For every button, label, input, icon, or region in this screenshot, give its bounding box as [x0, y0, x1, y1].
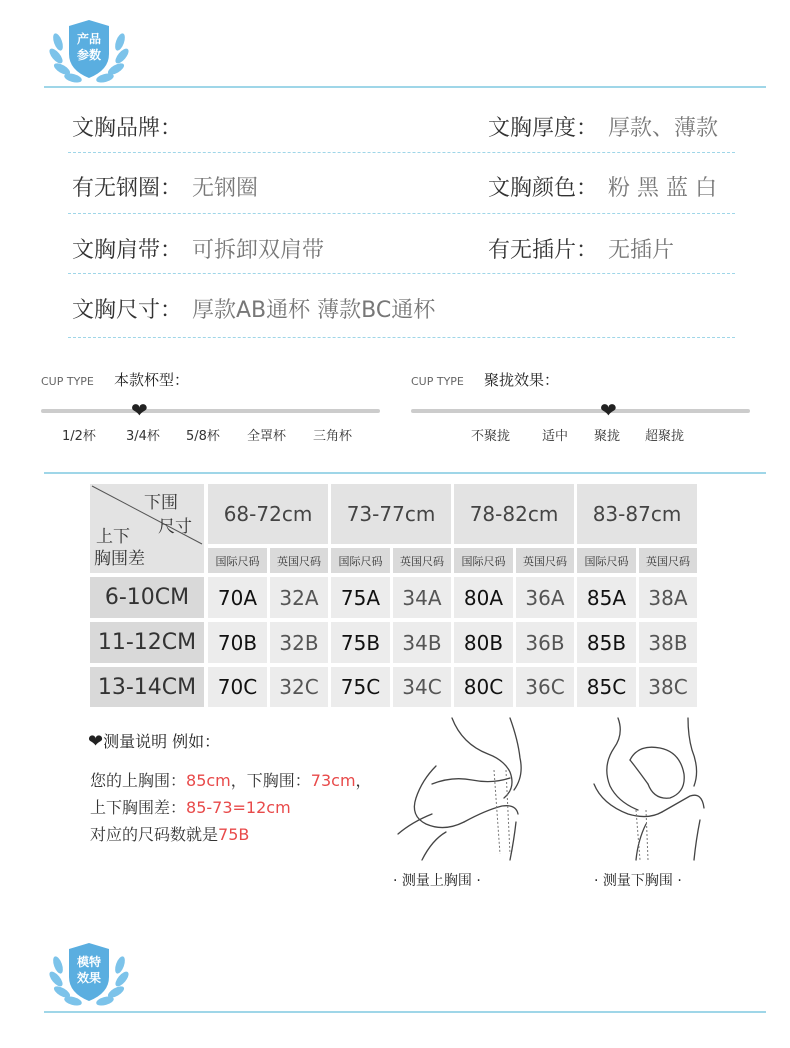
under-bust-illustration — [584, 714, 734, 864]
push-tick: 聚拢 — [594, 429, 621, 444]
table-cell: 85B — [577, 622, 636, 663]
measure-line-2 — [90, 795, 291, 818]
table-cell: 36B — [516, 622, 574, 663]
cup-type-track — [41, 409, 380, 413]
measure-line-3 — [90, 822, 249, 845]
push-tick: 不聚拢 — [471, 429, 511, 444]
sub-header-uk: 英国尺码 — [516, 548, 574, 573]
badge-line-2: 参数 — [76, 48, 101, 62]
insert-label: 有无插片： — [488, 238, 599, 263]
thickness-label: 文胸厚度： — [488, 116, 599, 141]
sub-header-intl: 国际尺码 — [331, 548, 390, 573]
cup-tick: 5/8杯 — [186, 429, 220, 444]
measure-title-text: 测量说明 例如： — [103, 732, 221, 751]
dashed-divider — [68, 213, 735, 214]
table-cell: 75C — [331, 667, 390, 707]
cup-tick: 1/2杯 — [62, 429, 96, 444]
table-cell: 75B — [331, 622, 390, 663]
measure-title — [88, 729, 220, 752]
sub-header-intl: 国际尺码 — [208, 548, 267, 573]
bottom-divider — [44, 1011, 766, 1013]
brand-label: 文胸品牌： — [72, 116, 183, 141]
upper-bust-illustration — [392, 714, 542, 864]
row-header: 11-12CM — [90, 622, 204, 663]
table-cell: 32B — [270, 622, 328, 663]
table-cell: 38C — [639, 667, 697, 707]
size-value: 厚款AB通杯 薄款BC通杯 — [192, 298, 436, 323]
insert-value: 无插片 — [608, 238, 675, 263]
upper-bust-label: 您的上胸围： — [90, 771, 187, 790]
table-cell: 34C — [393, 667, 451, 707]
color-value: 粉 黑 蓝 白 — [608, 176, 717, 201]
table-cell: 36A — [516, 577, 574, 618]
push-up-track — [411, 409, 750, 413]
column-header: 68-72cm — [208, 484, 328, 544]
cup-type-en: CUP TYPE — [41, 375, 94, 388]
model-effect-badge — [44, 935, 134, 1015]
cup-tick: 三角杯 — [313, 429, 353, 444]
line1-tail: ， — [355, 771, 372, 790]
table-cell: 85A — [577, 577, 636, 618]
dashed-divider — [68, 273, 735, 274]
cup-type-heart-icon: ❤ — [131, 398, 148, 422]
upper-bust-value: 85cm — [186, 771, 231, 790]
sub-header-uk: 英国尺码 — [639, 548, 697, 573]
cup-tick: 全罩杯 — [247, 429, 287, 444]
corner-left1: 上下 — [96, 527, 130, 547]
table-cell: 70B — [208, 622, 267, 663]
corner-top: 下围 — [144, 493, 178, 513]
column-header: 78-82cm — [454, 484, 574, 544]
dashed-divider — [68, 152, 735, 153]
wire-label: 有无钢圈： — [72, 176, 183, 201]
dashed-divider — [68, 337, 735, 338]
sub-header-uk: 英国尺码 — [270, 548, 328, 573]
push-up-en: CUP TYPE — [411, 375, 464, 388]
size-label: 文胸尺寸： — [72, 298, 183, 323]
under-bust-value: 73cm — [310, 771, 356, 790]
strap-value: 可拆卸双肩带 — [192, 238, 325, 263]
push-up-heart-icon: ❤ — [600, 398, 617, 422]
heart-icon: ❤ — [88, 731, 104, 752]
table-cell: 80C — [454, 667, 513, 707]
table-cell: 75A — [331, 577, 390, 618]
corner-left2: 胸围差 — [94, 549, 145, 569]
table-cell: 38B — [639, 622, 697, 663]
table-cell: 38A — [639, 577, 697, 618]
middle-divider — [44, 472, 766, 474]
color-label: 文胸颜色： — [488, 176, 599, 201]
badge-line-1: 模特 — [76, 955, 101, 969]
table-cell: 36C — [516, 667, 574, 707]
row-header: 6-10CM — [90, 577, 204, 618]
thickness-value: 厚款、薄款 — [608, 116, 719, 141]
table-cell: 70C — [208, 667, 267, 707]
diff-value: 85-73=12cm — [186, 798, 291, 817]
table-cell: 32C — [270, 667, 328, 707]
caption-upper-bust: · 测量上胸围 · — [393, 873, 481, 889]
table-cell: 34A — [393, 577, 451, 618]
row-header: 13-14CM — [90, 667, 204, 707]
corner-mid: 尺寸 — [158, 517, 192, 537]
result-value: 75B — [218, 825, 250, 844]
table-cell: 32A — [270, 577, 328, 618]
column-header: 83-87cm — [577, 484, 697, 544]
table-cell: 85C — [577, 667, 636, 707]
sub-header-intl: 国际尺码 — [454, 548, 513, 573]
result-label: 对应的尺码数就是 — [90, 825, 219, 844]
table-cell: 34B — [393, 622, 451, 663]
table-cell: 80A — [454, 577, 513, 618]
sub-header-intl: 国际尺码 — [577, 548, 636, 573]
sub-header-uk: 英国尺码 — [393, 548, 451, 573]
cup-type-title: 本款杯型： — [114, 371, 190, 389]
push-tick: 适中 — [542, 429, 569, 444]
table-cell: 70A — [208, 577, 267, 618]
push-tick: 超聚拢 — [645, 429, 685, 444]
under-bust-label: ，下胸围： — [230, 771, 311, 790]
wire-value: 无钢圈 — [192, 176, 259, 201]
badge-line-2: 效果 — [76, 971, 101, 985]
caption-under-bust: · 测量下胸围 · — [594, 873, 682, 889]
table-cell: 80B — [454, 622, 513, 663]
push-up-title: 聚拢效果： — [484, 371, 560, 389]
product-params-badge — [44, 12, 134, 92]
column-header: 73-77cm — [331, 484, 451, 544]
strap-label: 文胸肩带： — [72, 238, 183, 263]
badge-line-1: 产品 — [76, 32, 101, 46]
diff-label: 上下胸围差： — [90, 798, 187, 817]
top-divider — [44, 86, 766, 88]
table-corner — [90, 484, 204, 573]
measure-line-1 — [90, 768, 372, 791]
cup-tick: 3/4杯 — [126, 429, 160, 444]
